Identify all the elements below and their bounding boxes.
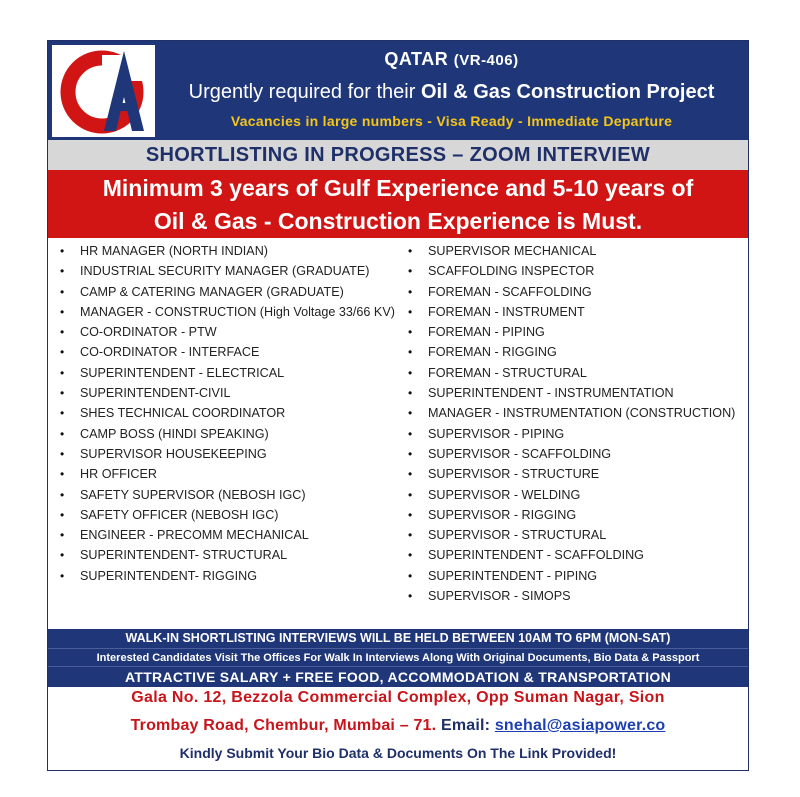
position-item: • SUPERVISOR - SIMOPS xyxy=(406,586,746,606)
address-line-2: Trombay Road, Chembur, Mumbai – 71. Email: snehal@asiapower.co xyxy=(130,717,666,734)
position-item: • SAFETY OFFICER (NEBOSH IGC) xyxy=(58,505,398,525)
position-item: • HR MANAGER (NORTH INDIAN) xyxy=(58,241,398,261)
position-item: • SUPERINTENDENT - ELECTRICAL xyxy=(58,363,398,383)
position-item: • SUPERVISOR - STRUCTURE xyxy=(406,464,746,484)
position-item: • SAFETY SUPERVISOR (NEBOSH IGC) xyxy=(58,485,398,505)
position-item: • SUPERVISOR - SCAFFOLDING xyxy=(406,444,746,464)
position-item: • SUPERVISOR HOUSEKEEPING xyxy=(58,444,398,464)
position-item: • SUPERINTENDENT - SCAFFOLDING xyxy=(406,545,746,565)
position-item: • ENGINEER - PRECOMM MECHANICAL xyxy=(58,525,398,545)
address-line-1: Gala No. 12, Bezzola Commercial Complex, Opp Suman Nagar, Sion xyxy=(131,689,665,706)
position-item: • FOREMAN - SCAFFOLDING xyxy=(406,282,746,302)
position-item: • CO-ORDINATOR - INTERFACE xyxy=(58,342,398,362)
position-item: • SUPERINTENDENT-CIVIL xyxy=(58,383,398,403)
header-banner xyxy=(48,41,748,140)
company-logo xyxy=(52,45,155,137)
job-advert xyxy=(47,40,749,771)
position-item: • HR OFFICER xyxy=(58,464,398,484)
position-item: • SUPERINTENDENT- STRUCTURAL xyxy=(58,545,398,565)
position-item: • FOREMAN - RIGGING xyxy=(406,342,746,362)
submit-instruction: Kindly Submit Your Bio Data & Documents On The Link Provided! xyxy=(179,745,617,761)
shortlisting-banner: SHORTLISTING IN PROGRESS – ZOOM INTERVIEW xyxy=(48,140,748,170)
vacancies-line: Vacancies in large numbers - Visa Ready - Immediate Departure xyxy=(230,113,673,129)
position-item: • SUPERVISOR - WELDING xyxy=(406,485,746,505)
position-item: • SUPERINTENDENT - INSTRUMENTATION xyxy=(406,383,746,403)
position-item: • CAMP & CATERING MANAGER (GRADUATE) xyxy=(58,282,398,302)
position-item: • SUPERVISOR - PIPING xyxy=(406,424,746,444)
position-item: • MANAGER - INSTRUMENTATION (CONSTRUCTION) xyxy=(406,403,746,423)
project-line: Urgently required for their Oil & Gas Construction Project xyxy=(188,81,715,103)
position-item: • CAMP BOSS (HINDI SPEAKING) xyxy=(58,424,398,444)
country-title: QATAR (VR-406) xyxy=(384,49,519,69)
position-item: • FOREMAN - INSTRUMENT xyxy=(406,302,746,322)
position-item: • SUPERVISOR - STRUCTURAL xyxy=(406,525,746,545)
position-item: • MANAGER - CONSTRUCTION (High Voltage 33/66 KV) xyxy=(58,302,398,322)
position-item: • SUPERINTENDENT - PIPING xyxy=(406,566,746,586)
positions-left-column xyxy=(58,241,398,586)
position-item: • SUPERVISOR MECHANICAL xyxy=(406,241,746,261)
walkin-notice: WALK-IN SHORTLISTING INTERVIEWS WILL BE HELD BETWEEN 10AM TO 6PM (MON-SAT) xyxy=(48,629,748,648)
position-item: • SUPERVISOR - RIGGING xyxy=(406,505,746,525)
benefits-banner: ATTRACTIVE SALARY + FREE FOOD, ACCOMMODATION & TRANSPORTATION xyxy=(48,666,748,687)
experience-requirement: Minimum 3 years of Gulf Experience and 5-10 years of Oil & Gas - Construction Experience is Must. xyxy=(48,170,748,238)
position-item: • SUPERINTENDENT- RIGGING xyxy=(58,566,398,586)
position-item: • FOREMAN - PIPING xyxy=(406,322,746,342)
position-item: • FOREMAN - STRUCTURAL xyxy=(406,363,746,383)
position-item: • CO-ORDINATOR - PTW xyxy=(58,322,398,342)
documents-notice: Interested Candidates Visit The Offices For Walk In Interviews Along With Original Documents, Bio Data & Passport xyxy=(48,648,748,666)
positions-right-column xyxy=(406,241,746,606)
position-item: • INDUSTRIAL SECURITY MANAGER (GRADUATE) xyxy=(58,261,398,281)
position-item: • SHES TECHNICAL COORDINATOR xyxy=(58,403,398,423)
email-link[interactable]: snehal@asiapower.co xyxy=(494,717,666,734)
positions-list xyxy=(48,241,748,629)
position-item: • SCAFFOLDING INSPECTOR xyxy=(406,261,746,281)
